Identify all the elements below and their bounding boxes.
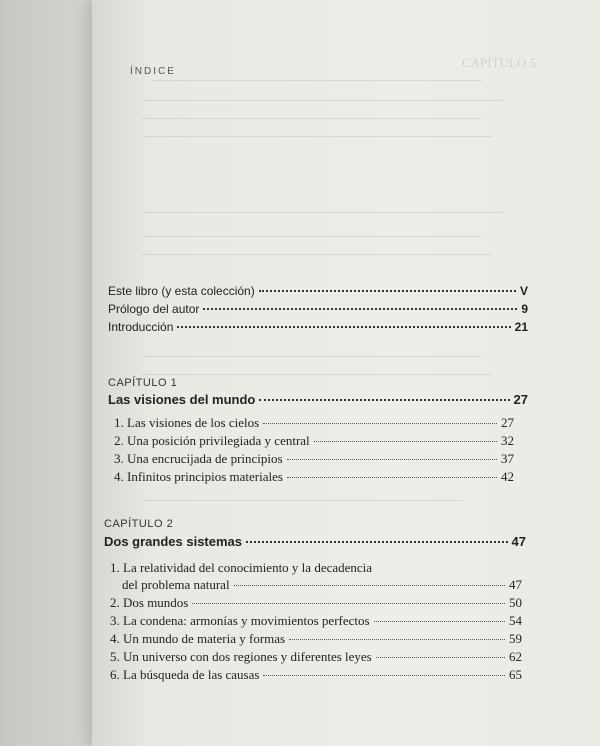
section-label: 6. La búsqueda de las causas [110,667,260,682]
section-page-number: 59 [509,631,522,646]
leader-dots [287,477,497,478]
show-through-line [142,254,492,255]
toc-section-entry [110,613,522,629]
chapter-title-row [108,392,528,407]
section-page-number: 27 [501,415,514,430]
section-page-number: 32 [501,433,514,448]
section-label: 3. La condena: armonías y movimientos perfectos [110,613,370,628]
section-page-number: 62 [509,649,522,664]
leader-dots [289,639,505,640]
toc-entry-label: Este libro (y esta colección) [108,284,255,298]
toc-entry-label: Introducción [108,320,174,334]
section-label: 5. Un universo con dos regiones y diferentes leyes [110,649,372,664]
index-header: ÍNDICE [130,66,176,77]
toc-entry-front-matter [108,302,528,316]
section-label: 4. Infinitos principios materiales [114,469,283,484]
leader-dots [177,326,510,328]
show-through-line [142,100,502,101]
chapter-label: CAPÍTULO 1 [108,377,178,389]
toc-section-entry [114,451,514,467]
section-label: 2. Dos mundos [110,595,189,610]
toc-section-entry [114,415,514,431]
leader-dots [259,290,516,292]
section-label: 4. Un mundo de materia y formas [110,631,286,646]
chapter-title: Las visiones del mundo [108,392,256,407]
show-through-line [142,356,482,357]
section-page-number: 50 [509,595,522,610]
show-through-line [142,212,502,213]
leader-dots [374,621,505,622]
toc-entry-front-matter [108,284,528,298]
chapter-title: Dos grandes sistemas [104,534,243,549]
chapter-label: CAPÍTULO 2 [104,518,174,530]
section-page-number: 65 [509,667,522,682]
toc-page-number: 9 [521,302,528,316]
section-page-number: 54 [509,613,522,628]
leader-dots [314,441,497,442]
section-label: 3. Una encrucijada de principios [114,451,283,466]
section-page-number: 37 [501,451,514,466]
section-label: 1. Las visiones de los cielos [114,415,260,430]
leader-dots [203,308,517,310]
toc-section-entry [110,595,522,611]
leader-dots [234,585,505,586]
leader-dots [192,603,505,604]
leader-dots [376,657,505,658]
chapter-page-number: 47 [511,534,526,549]
toc-entry-front-matter [108,320,528,334]
toc-section-entry [122,577,522,593]
leader-dots [263,675,505,676]
leader-dots [287,459,497,460]
chapter-title-row [104,534,526,549]
show-through-line [142,118,482,119]
chapter-page-number: 27 [513,392,528,407]
toc-section-entry [114,469,514,485]
leader-dots [246,541,508,543]
section-page-number: 47 [509,577,522,592]
toc-entry-label: Prólogo del autor [108,302,200,316]
show-through-text: CAPÍTULO 5 [462,55,537,70]
leader-dots [259,399,509,401]
show-through-line [152,80,482,81]
section-label-line2: del problema natural [122,577,230,592]
toc-section-entry [110,649,522,665]
show-through-line [142,374,492,375]
section-label-line1: 1. La relatividad del conocimiento y la decadencia [110,560,373,575]
show-through-line [142,236,482,237]
toc-page-number: V [519,284,528,298]
toc-section-entry [110,631,522,647]
show-through-line [142,500,462,501]
toc-page-number: 21 [514,320,528,334]
toc-section-entry [110,667,522,683]
toc-section-entry [114,433,514,449]
leader-dots [263,423,497,424]
section-page-number: 42 [501,469,514,484]
section-label: 2. Una posición privilegiada y central [114,433,310,448]
show-through-line [142,136,492,137]
